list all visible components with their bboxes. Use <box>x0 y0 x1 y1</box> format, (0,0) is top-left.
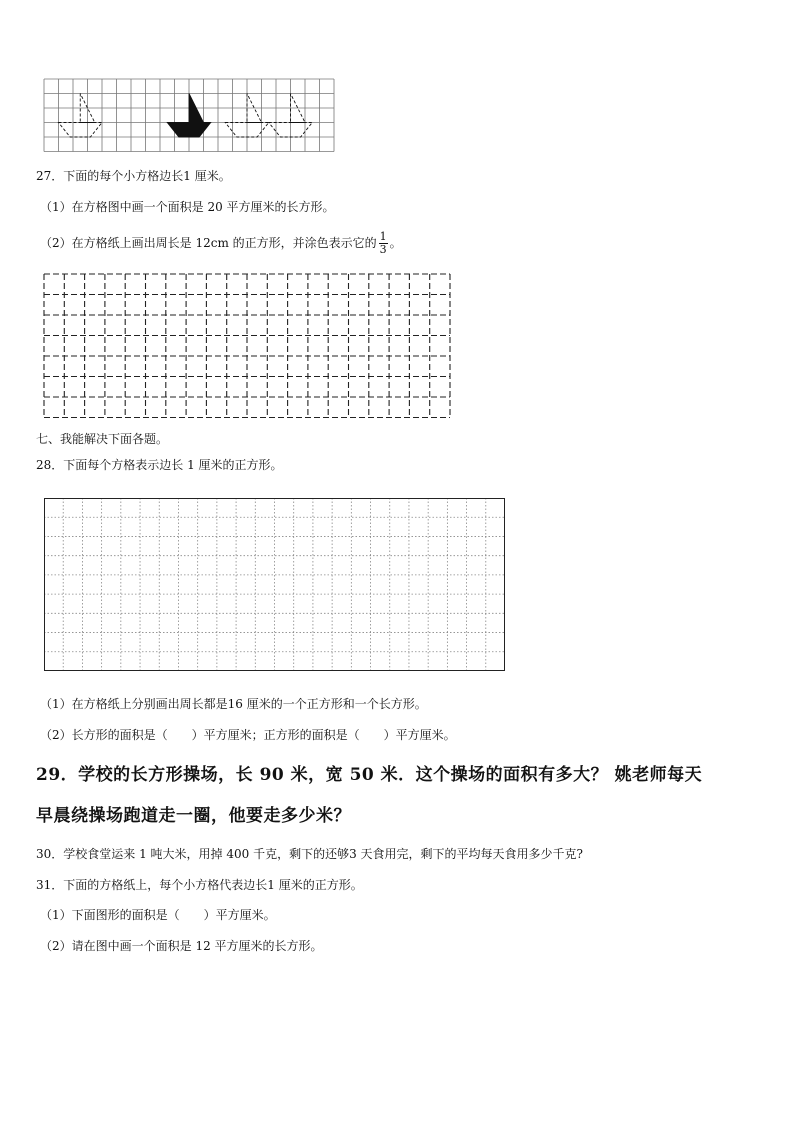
question-30: 30．学校食堂运来 1 吨大米，用掉 400 千克，剩下的还够3 天食用完，剩下的平均每天食用多少千克? <box>36 847 583 861</box>
question-29-line1: 29．学校的长方形操场，长 90 米，宽 50 米．这个操场的面积有多大？ 姚老师每天 <box>36 765 703 785</box>
question-29-line2: 早晨绕操场跑道走一圈，他要走多少米？ <box>36 806 351 826</box>
dashed-square-grid <box>44 274 452 418</box>
question-28-part1: （1）在方格纸上分别画出周长都是16 厘米的一个正方形和一个长方形。 <box>40 697 427 711</box>
one-third-fraction <box>379 231 388 256</box>
section-7-heading: 七、我能解决下面各题。 <box>36 432 169 446</box>
dotted-square-grid <box>44 498 506 672</box>
fraction-numerator: 1 <box>379 230 387 243</box>
question-28-title: 28．下面每个方格表示边长 1 厘米的正方形。 <box>36 458 283 472</box>
question-31-part2: （2）请在图中画一个面积是 12 平方厘米的长方形。 <box>40 939 323 953</box>
grid-border <box>45 499 505 671</box>
question-27-part2 <box>40 228 402 258</box>
boat-translation-grid <box>44 79 336 153</box>
fraction-denominator: 3 <box>379 243 387 256</box>
question-27-part1: （1）在方格图中画一个面积是 20 平方厘米的长方形。 <box>40 200 335 214</box>
question-27-part2-end: 。 <box>389 236 402 250</box>
solid-boat-hull <box>167 123 211 138</box>
dashed-boat-hull <box>59 123 103 138</box>
question-28-part2: （2）长方形的面积是（ ）平方厘米；正方形的面积是（ ）平方厘米。 <box>40 728 456 742</box>
question-27-title: 27．下面的每个小方格边长1 厘米。 <box>36 169 231 183</box>
question-27-part2-text: （2）在方格纸上画出周长是 12cm 的正方形，并涂色表示它的 <box>40 236 377 250</box>
question-31-title: 31．下面的方格纸上，每个小方格代表边长1 厘米的正方形。 <box>36 878 363 892</box>
question-31-part1: （1）下面图形的面积是（ ）平方厘米。 <box>40 908 276 922</box>
